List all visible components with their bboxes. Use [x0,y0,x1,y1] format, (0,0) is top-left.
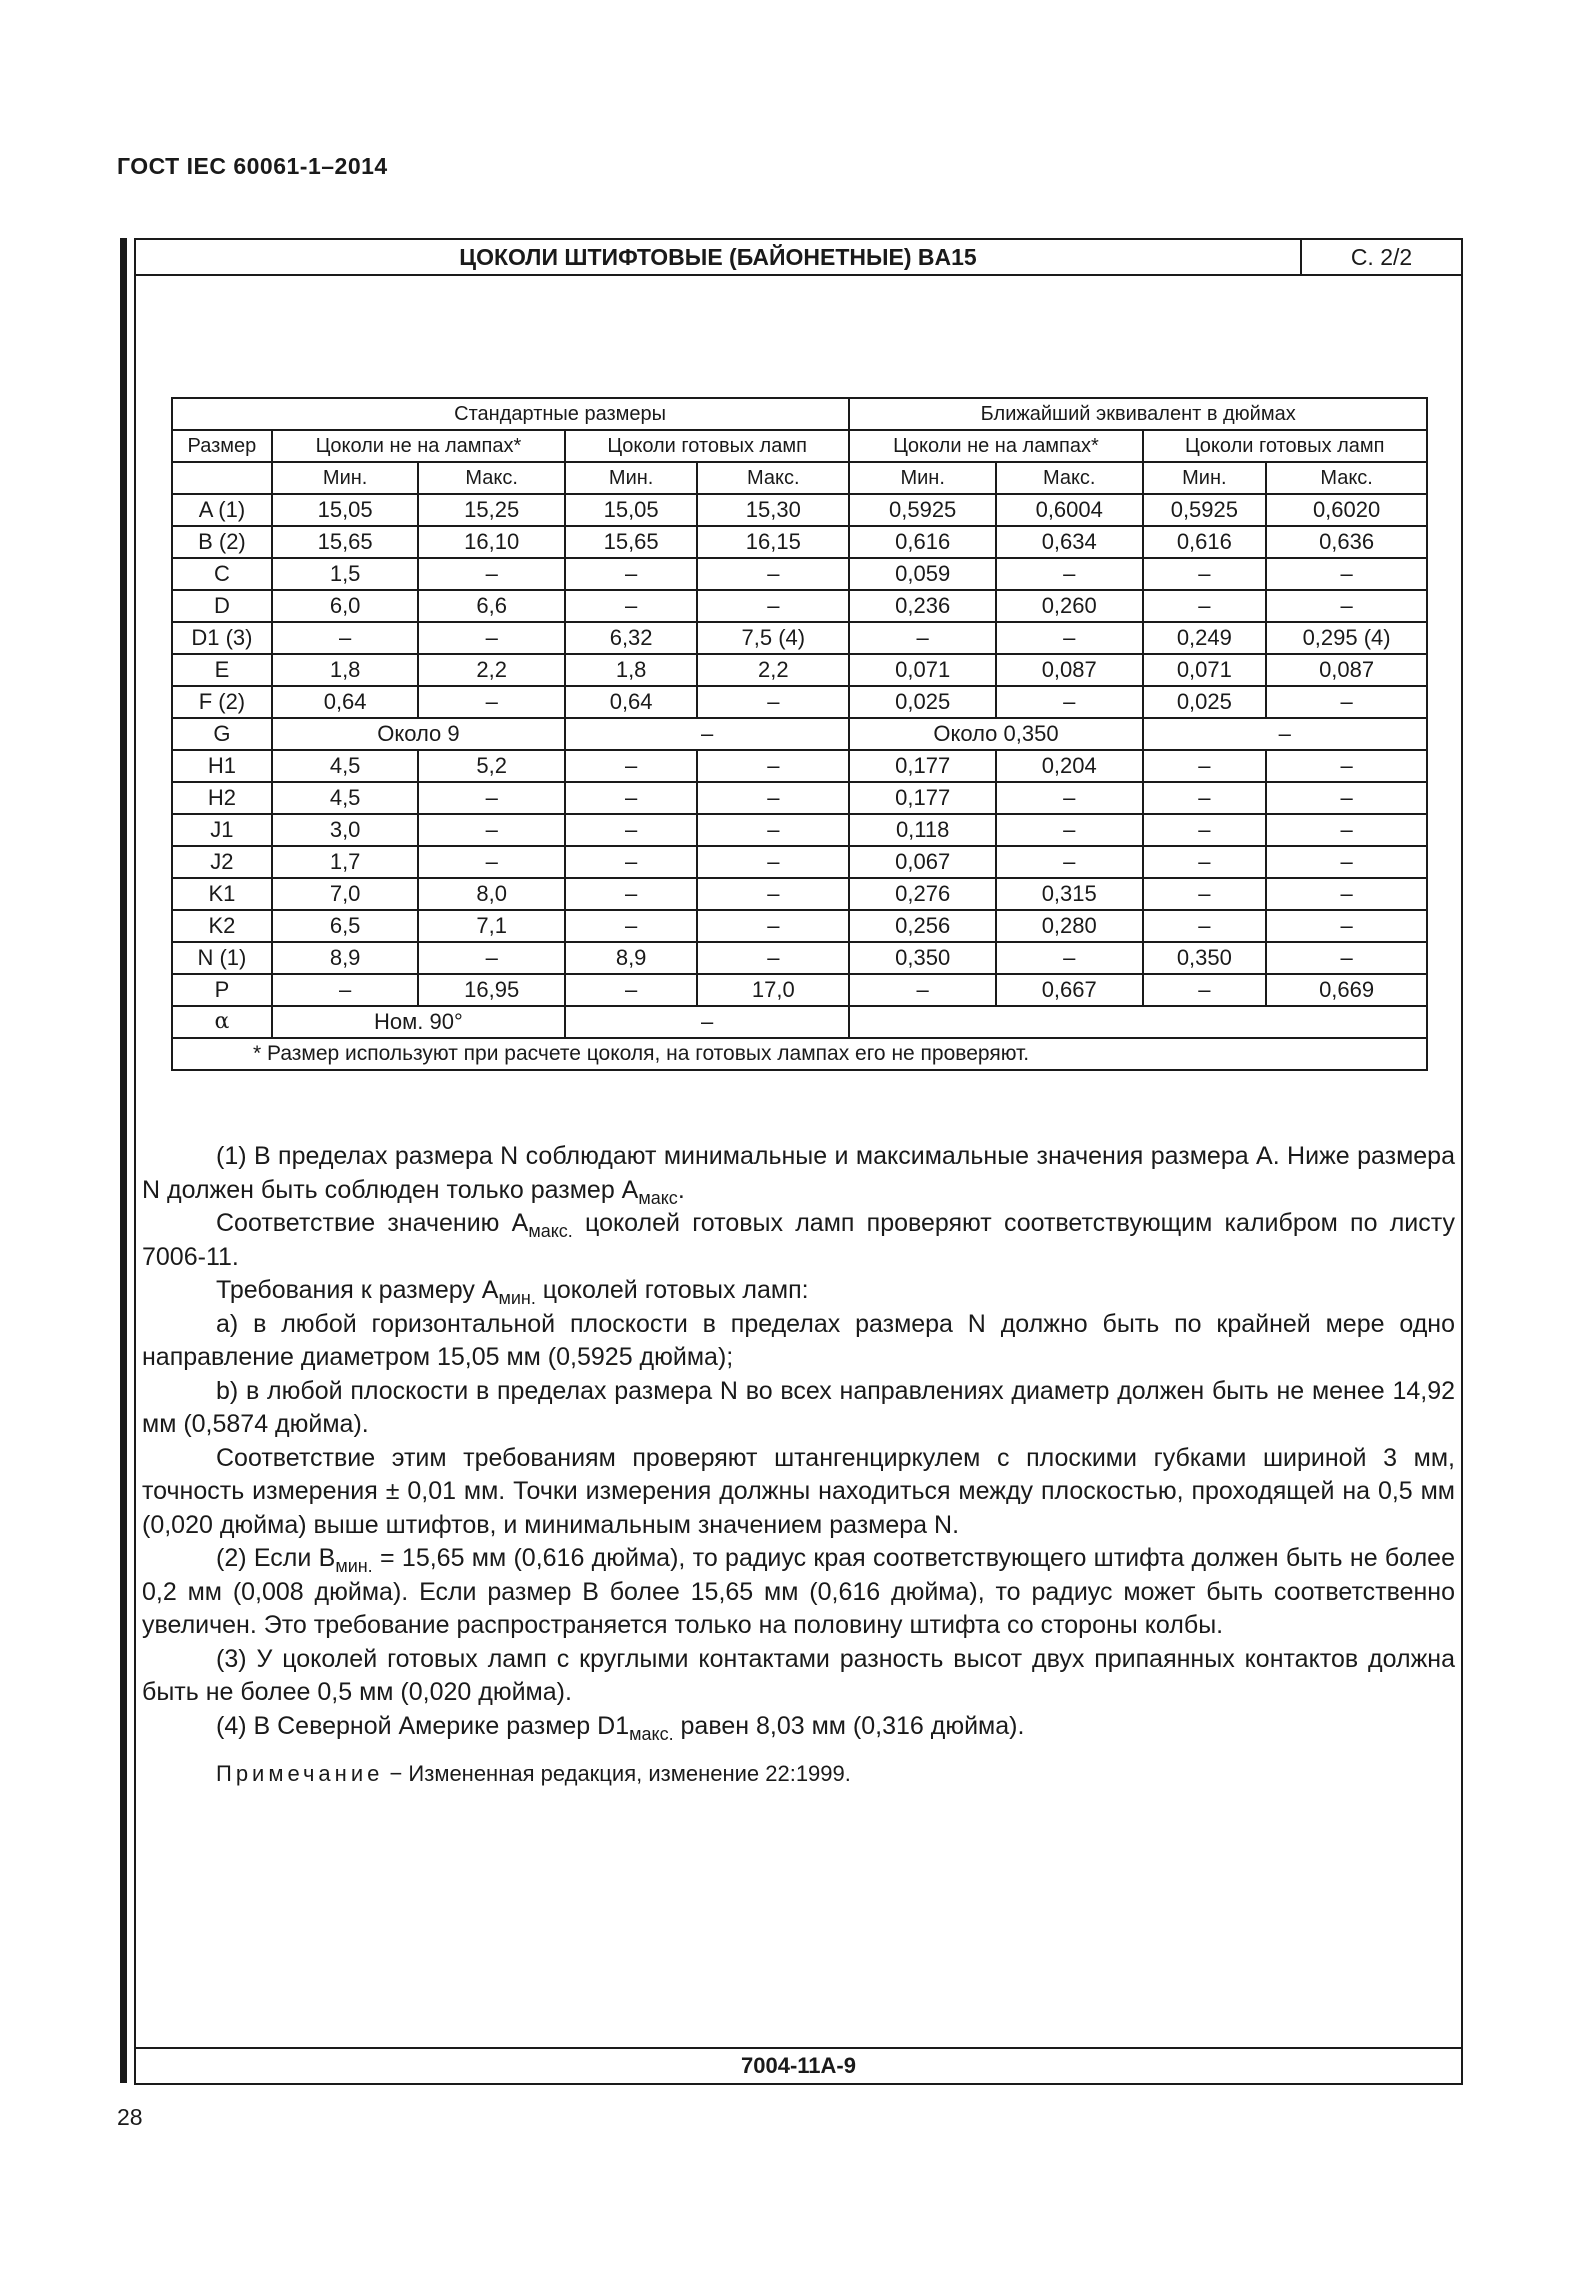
subscript: мин. [498,1288,536,1308]
value-cell: – [996,558,1143,590]
size-label: D1 (3) [172,622,272,654]
table-row [172,910,1427,942]
note-paragraph [142,1308,1455,1375]
size-label: K1 [172,878,272,910]
blank-cell [172,398,272,430]
note-label: Примечание [216,1761,384,1786]
value-cell: – [272,974,419,1006]
value-cell: 2,2 [418,654,565,686]
value-cell: – [1143,750,1267,782]
value-cell: 15,65 [565,526,697,558]
table-row [172,654,1427,686]
value-cell: – [418,814,565,846]
subscript: макс [638,1187,678,1208]
subscript: макс. [528,1221,573,1241]
table-row [172,686,1427,718]
group-standard: Стандартные размеры [272,398,850,430]
value-cell: 5,2 [418,750,565,782]
value-cell: 0,350 [1143,942,1267,974]
value-cell: – [697,846,849,878]
value-cell: – [565,910,697,942]
value-cell: – [565,782,697,814]
title-row [136,240,1461,276]
value-cell: 0,5925 [1143,494,1267,526]
value-cell: – [1143,814,1267,846]
value-cell: Около 0,350 [849,718,1142,750]
note-paragraph [142,1375,1455,1442]
value-cell: – [849,622,996,654]
value-cell: – [1143,782,1267,814]
value-cell: 0,6020 [1266,494,1427,526]
table-row [172,974,1427,1006]
value-cell: – [697,910,849,942]
value-cell: 0,177 [849,782,996,814]
value-cell: – [1266,782,1427,814]
value-cell: 7,0 [272,878,419,910]
text-segment: (1) В пределах размера N соблюдают минимальные и максимальные значения размера А. Ниже размера N должен быть соблюден только размер А [142,1142,1455,1204]
value-cell: 0,087 [996,654,1143,686]
blank-cell [172,462,272,494]
col-max: Макс. [996,462,1143,494]
table-row [172,526,1427,558]
notes-text [142,1140,1455,1791]
value-cell: Около 9 [272,718,565,750]
sheet-frame [134,238,1463,2085]
size-label: F (2) [172,686,272,718]
value-cell: 6,32 [565,622,697,654]
value-cell: 0,634 [996,526,1143,558]
table-row [172,942,1427,974]
value-cell: – [418,942,565,974]
value-cell: 6,5 [272,910,419,942]
value-cell: 8,9 [565,942,697,974]
table-row [172,718,1427,750]
change-note [142,1757,1455,1791]
value-cell: – [418,622,565,654]
table-row [172,782,1427,814]
value-cell: 0,64 [565,686,697,718]
value-cell: – [1266,750,1427,782]
value-cell: – [565,718,849,750]
size-label: A (1) [172,494,272,526]
value-cell: – [1266,558,1427,590]
value-cell: 8,9 [272,942,419,974]
value-cell: – [1266,590,1427,622]
table-row [172,558,1427,590]
note-paragraph [142,1643,1455,1710]
sub-finished: Цоколи готовых ламп [565,430,849,462]
col-min: Мин. [1143,462,1267,494]
size-label: H1 [172,750,272,782]
size-label: D [172,590,272,622]
value-cell: – [565,974,697,1006]
table-footnote: * Размер используют при расчете цоколя, на готовых лампах его не проверяют. [172,1038,1427,1070]
text-segment: . [677,1175,685,1204]
note-paragraph [142,1140,1455,1207]
value-cell: 0,5925 [849,494,996,526]
value-cell: 0,204 [996,750,1143,782]
value-cell: 0,177 [849,750,996,782]
value-cell: 0,64 [272,686,419,718]
col-size: Размер [172,430,272,462]
col-max: Макс. [697,462,849,494]
text-segment: (3) У цоколей готовых ламп с круглыми контактами разность высот двух припаянных контактов должна быть не более 0,5 мм (0,020 дюйма). [142,1644,1455,1706]
size-label: J1 [172,814,272,846]
table-row [172,814,1427,846]
value-cell: – [1266,846,1427,878]
value-cell: 3,0 [272,814,419,846]
value-cell: 0,669 [1266,974,1427,1006]
value-cell: 15,25 [418,494,565,526]
value-cell: – [418,782,565,814]
text-segment: (4) В Северной Америке размер D1 [216,1711,630,1740]
value-cell: 2,2 [697,654,849,686]
value-cell: – [697,782,849,814]
value-cell: 0,667 [996,974,1143,1006]
value-cell: – [418,558,565,590]
text-segment: цоколей готовых ламп проверяют соответствующим калибром по листу 7006-11. [142,1209,1456,1271]
size-label: H2 [172,782,272,814]
value-cell: – [849,974,996,1006]
col-min: Мин. [849,462,996,494]
value-cell: 0,6004 [996,494,1143,526]
table-row [172,494,1427,526]
value-cell: 4,5 [272,750,419,782]
value-cell: 0,256 [849,910,996,942]
value-cell: – [697,942,849,974]
value-cell: 0,071 [849,654,996,686]
value-cell: 1,7 [272,846,419,878]
note-text: − Измененная редакция, изменение 22:1999. [383,1761,851,1786]
size-label: J2 [172,846,272,878]
value-cell: 0,280 [996,910,1143,942]
table-row [172,846,1427,878]
col-max: Макс. [1266,462,1427,494]
value-cell: 1,8 [272,654,419,686]
value-cell: – [1143,846,1267,878]
value-cell: – [697,558,849,590]
value-cell: 0,350 [849,942,996,974]
text-segment: b) в любой плоскости в пределах размера N во всех направлениях диаметр должен быть не менее 14,92 мм (0,5874 дюйма). [142,1376,1455,1438]
value-cell: 6,6 [418,590,565,622]
value-cell: Ном. 90° [272,1006,565,1038]
note-paragraph [142,1442,1455,1543]
value-cell: 16,95 [418,974,565,1006]
col-min: Мин. [272,462,419,494]
sheet-title: ЦОКОЛИ ШТИФТОВЫЕ (БАЙОНЕТНЫЕ) BA15 [459,244,977,270]
value-cell: – [1143,910,1267,942]
size-label: α [172,1006,272,1038]
note-paragraph [142,1274,1455,1308]
value-cell: – [996,622,1143,654]
value-cell: – [996,846,1143,878]
col-min: Мин. [565,462,697,494]
value-cell: 1,8 [565,654,697,686]
value-cell: – [996,686,1143,718]
value-cell: – [697,686,849,718]
table-footnote-row [172,1038,1427,1070]
size-label: E [172,654,272,686]
value-cell: 0,616 [1143,526,1267,558]
subscript: мин. [335,1556,373,1576]
value-cell: 15,65 [272,526,419,558]
value-cell: 8,0 [418,878,565,910]
value-cell: 0,087 [1266,654,1427,686]
text-segment: a) в любой горизонтальной плоскости в пределах размера N должно быть по крайней мере одно направление диаметром 15,05 мм (0,5925 дюйма); [142,1309,1455,1371]
dimensions-table [171,397,1428,1071]
value-cell: 7,5 (4) [697,622,849,654]
value-cell: 7,1 [418,910,565,942]
page-number: 28 [117,2104,143,2130]
size-label: G [172,718,272,750]
table-row [172,622,1427,654]
value-cell: 0,315 [996,878,1143,910]
value-cell: – [697,590,849,622]
value-cell: – [565,846,697,878]
value-cell: – [272,622,419,654]
col-max: Макс. [418,462,565,494]
text-segment: равен 8,03 мм (0,316 дюйма). [673,1711,1025,1740]
value-cell: 0,616 [849,526,996,558]
table-row [172,750,1427,782]
table-row [172,1006,1427,1038]
table-row [172,590,1427,622]
value-cell: – [565,750,697,782]
value-cell: 0,059 [849,558,996,590]
value-cell: 1,5 [272,558,419,590]
value-cell: – [697,814,849,846]
value-cell: – [1266,942,1427,974]
value-cell: 16,15 [697,526,849,558]
note-paragraph [142,1710,1455,1744]
size-label: P [172,974,272,1006]
value-cell: 0,025 [849,686,996,718]
text-segment: (2) Если В [216,1544,336,1572]
value-cell: – [1266,814,1427,846]
table-row [172,878,1427,910]
value-cell: – [697,750,849,782]
sub-finished-inch: Цоколи готовых ламп [1143,430,1427,462]
size-label: N (1) [172,942,272,974]
value-cell: – [565,558,697,590]
value-cell: 0,071 [1143,654,1267,686]
value-cell: – [1266,878,1427,910]
value-cell: – [1143,974,1267,1006]
value-cell: – [996,782,1143,814]
value-cell: – [1143,558,1267,590]
value-cell: 0,118 [849,814,996,846]
value-cell: 15,30 [697,494,849,526]
value-cell: 16,10 [418,526,565,558]
value-cell: 0,249 [1143,622,1267,654]
change-bar [120,238,127,2083]
value-cell: – [996,814,1143,846]
sub-not-on-lamps: Цоколи не на лампах* [272,430,565,462]
value-cell: 0,276 [849,878,996,910]
value-cell: 0,636 [1266,526,1427,558]
value-cell: – [565,878,697,910]
text-segment: Соответствие значению А [216,1209,529,1237]
value-cell: – [418,686,565,718]
sub-not-on-lamps-inch: Цоколи не на лампах* [849,430,1142,462]
value-cell: 0,236 [849,590,996,622]
value-cell: – [1143,718,1427,750]
value-cell: – [697,878,849,910]
text-segment: = 15,65 мм (0,616 дюйма), то радиус края соответствующего штифта должен быть не более 0,2 мм (0,008 дюйма). Если размер В более 15,65 мм (0,616 дюйма), то радиус может быть соответственно увеличен. Это требование распространяется только на половину штифта со стороны колбы. [142,1544,1455,1639]
value-cell: – [1143,590,1267,622]
value-cell: 17,0 [697,974,849,1006]
size-label: B (2) [172,526,272,558]
value-cell: – [1266,686,1427,718]
value-cell: – [1266,910,1427,942]
value-cell: 4,5 [272,782,419,814]
text-segment: Соответствие этим требованиям проверяют штангенциркулем с плоскими губками шириной 3 мм, точность измерения ± 0,01 мм. Точки измерения должны находиться между плоскостью, проходящей на 0,5 мм (0,020 дюйма) выше штифтов, и минимальным значением размера N. [142,1443,1455,1539]
value-cell: 15,05 [272,494,419,526]
value-cell: 15,05 [565,494,697,526]
table-group-header [172,398,1427,430]
value-cell: – [565,1006,849,1038]
size-label: C [172,558,272,590]
table-subgroup-header [172,430,1427,462]
value-cell: – [1143,878,1267,910]
text-segment: Требования к размеру А [216,1276,499,1304]
table-minmax-header [172,462,1427,494]
value-cell: 0,067 [849,846,996,878]
text-segment: цоколей готовых ламп: [535,1276,809,1304]
value-cell: – [565,814,697,846]
subscript: макс. [629,1723,674,1744]
value-cell: 0,295 (4) [1266,622,1427,654]
value-cell: – [565,590,697,622]
value-cell: 0,025 [1143,686,1267,718]
footer-code: 7004-11A-9 [136,2047,1461,2083]
note-paragraph [142,1542,1455,1643]
document-header: ГОСТ IEC 60061-1–2014 [117,153,388,179]
value-cell: – [996,942,1143,974]
value-cell: 6,0 [272,590,419,622]
note-paragraph [142,1207,1455,1274]
value-cell [849,1006,1427,1038]
size-label: K2 [172,910,272,942]
sheet-number: С. 2/2 [1300,240,1461,274]
group-inch: Ближайший эквивалент в дюймах [849,398,1427,430]
value-cell: – [418,846,565,878]
value-cell: 0,260 [996,590,1143,622]
